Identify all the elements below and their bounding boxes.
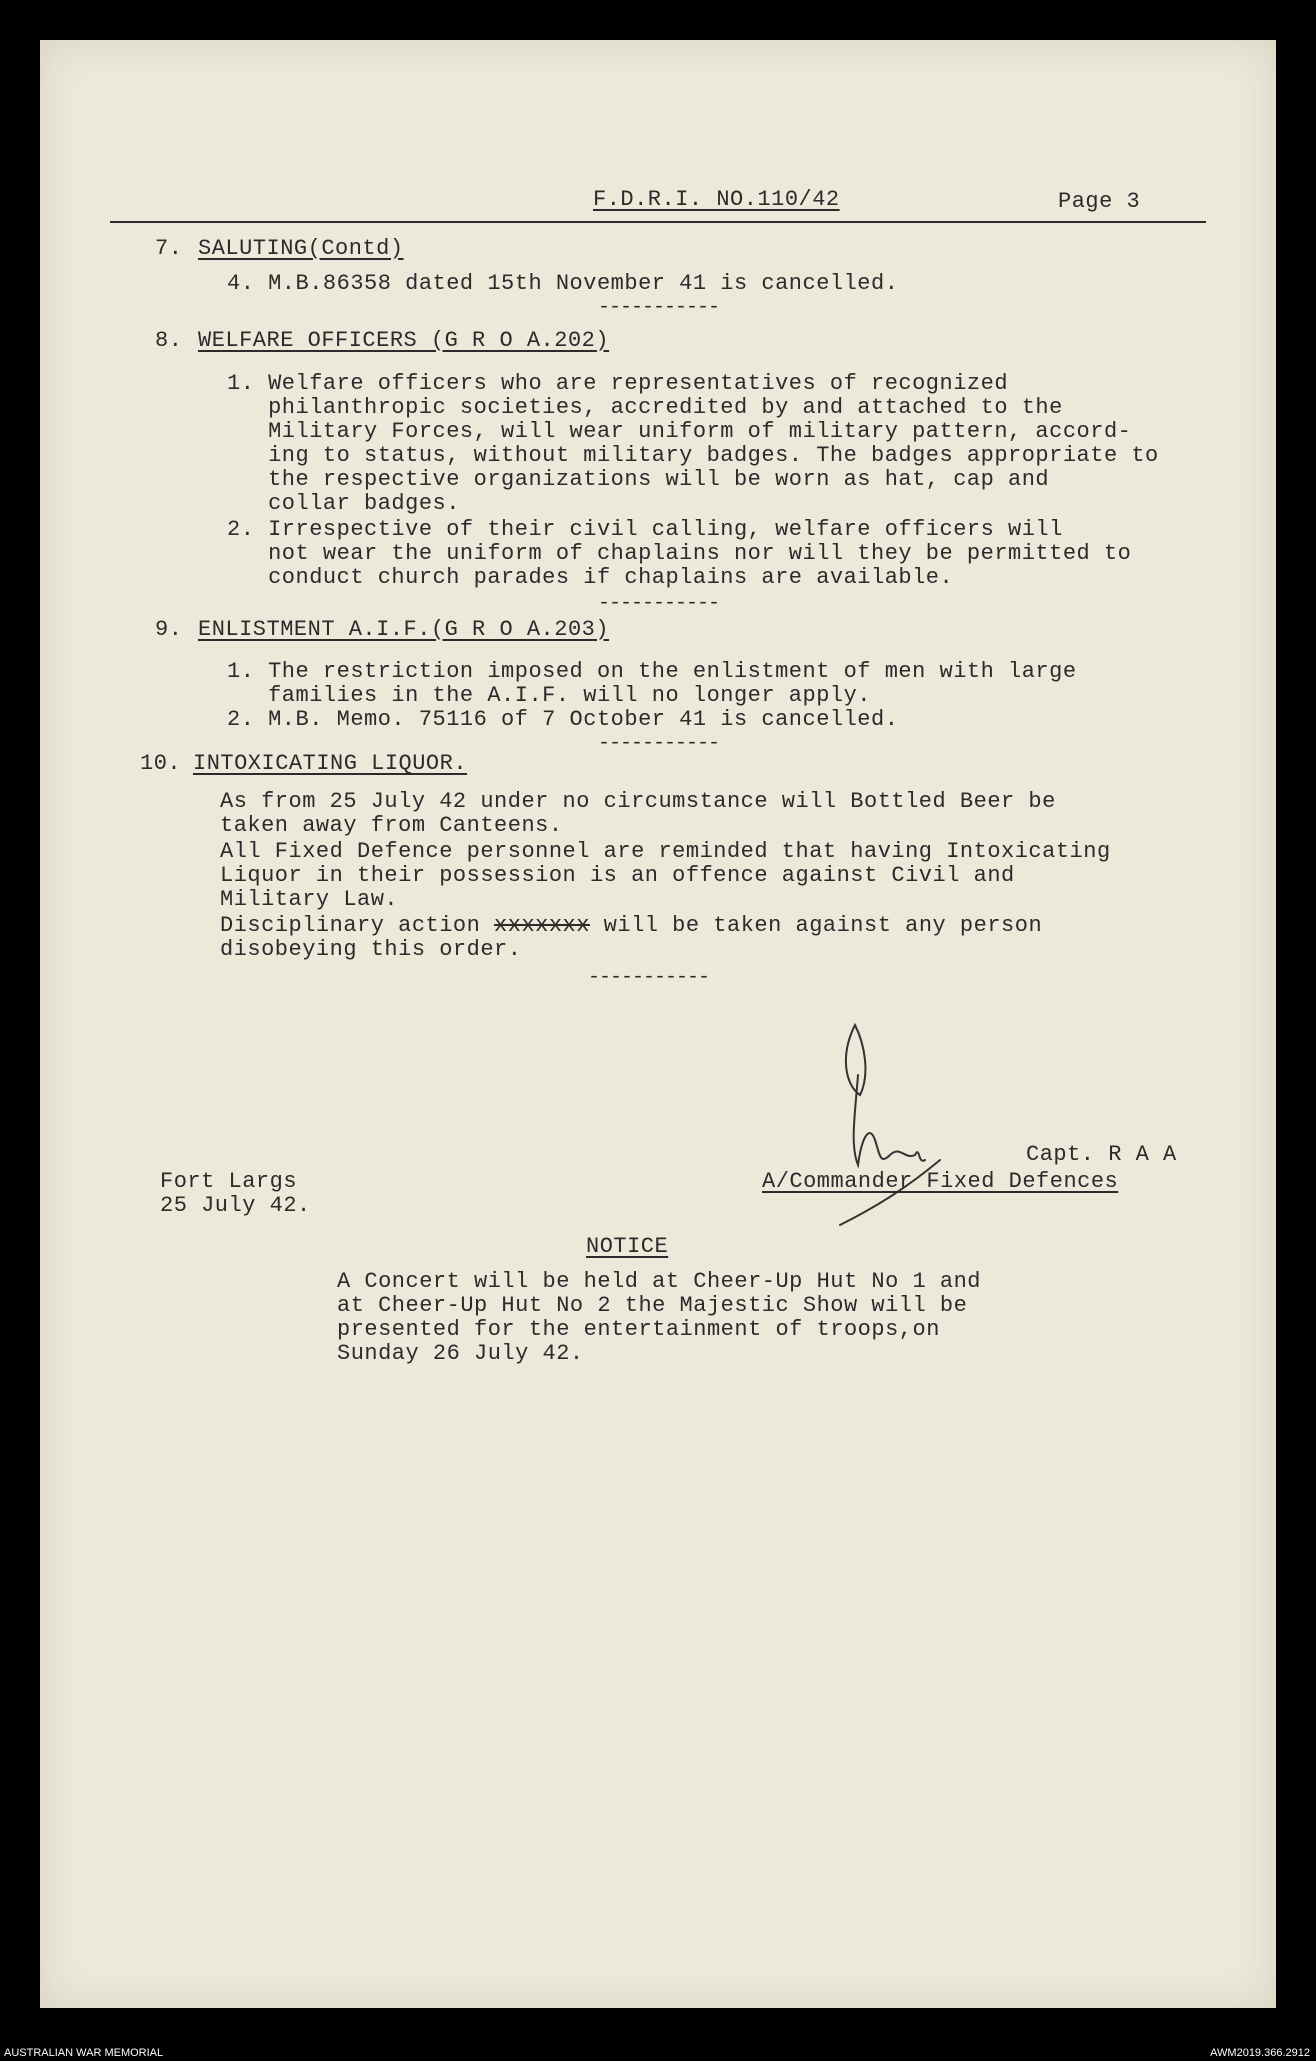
notice-line: at Cheer-Up Hut No 2 the Majestic Show will be <box>337 1293 968 1318</box>
section-8-line: 1. Welfare officers who are representatives of recognized <box>227 371 1009 396</box>
archive-credit: AUSTRALIAN WAR MEMORIAL <box>4 2047 164 2059</box>
section-8-line: the respective organizations will be worn as hat, cap and <box>227 467 1050 492</box>
place: Fort Largs <box>160 1169 298 1194</box>
section-8-line: ing to status, without military badges. The badges appropriate to <box>227 443 1159 468</box>
notice-line: Sunday 26 July 42. <box>337 1341 584 1366</box>
section-10-line: Liquor in their possession is an offence against Civil and <box>220 863 1015 888</box>
section-8-line: philanthropic societies, accredited by and attached to the <box>227 395 1063 420</box>
section-8-title: WELFARE OFFICERS (G R O A.202) <box>198 328 610 353</box>
section-9-number: 9. <box>155 617 183 642</box>
section-9-line: 1. The restriction imposed on the enlistment of men with large <box>227 659 1077 684</box>
section-9-line: 2. M.B. Memo. 75116 of 7 October 41 is cancelled. <box>227 707 899 732</box>
section-9-title: ENLISTMENT A.I.F.(G R O A.203) <box>198 617 610 642</box>
section-9-line: families in the A.I.F. will no longer apply. <box>227 683 872 708</box>
section-8-number: 8. <box>155 328 183 353</box>
section-10-title: INTOXICATING LIQUOR. <box>193 751 468 776</box>
page-number: Page 3 <box>1058 189 1141 214</box>
section-10-line-disciplinary <box>220 914 1042 938</box>
section-10-line: As from 25 July 42 under no circumstance will Bottled Beer be <box>220 789 1056 814</box>
section-10-line: All Fixed Defence personnel are reminded that having Intoxicating <box>220 839 1111 864</box>
section-10-number: 10. <box>140 751 182 776</box>
section-10-line: Disciplinary action <box>220 913 481 938</box>
section-8-line: conduct church parades if chaplains are available. <box>227 565 954 590</box>
section-10-line: taken away from Canteens. <box>220 813 563 838</box>
document-reference: F.D.R.I. NO.110/42 <box>593 187 840 212</box>
struck-text: xxxxxxx <box>494 913 590 938</box>
signature-mark <box>800 1015 1060 1235</box>
section-8-line: collar badges. <box>227 491 460 516</box>
section-8-line: Military Forces, will wear uniform of military pattern, accord- <box>227 419 1132 444</box>
section-8-line: not wear the uniform of chaplains nor will they be permitted to <box>227 541 1132 566</box>
date: 25 July 42. <box>160 1193 311 1218</box>
section-7-line: 4. M.B.86358 dated 15th November 41 is cancelled. <box>227 271 899 296</box>
section-10-line: disobeying this order. <box>220 937 522 962</box>
notice-line: presented for the entertainment of troops,on <box>337 1317 940 1342</box>
section-8-line: 2. Irrespective of their civil calling, welfare officers will <box>227 517 1063 542</box>
section-10-line: will be taken against any person <box>603 913 1043 938</box>
signatory-title: A/Commander Fixed Defences <box>762 1169 1119 1194</box>
header-rule <box>110 221 1206 223</box>
section-10-line: Military Law. <box>220 887 399 912</box>
section-7-title: SALUTING(Contd) <box>198 236 404 261</box>
notice-heading: NOTICE <box>586 1234 669 1259</box>
separator: ----------- <box>598 732 720 755</box>
separator: ----------- <box>588 966 710 989</box>
signatory-rank: Capt. R A A <box>1026 1142 1177 1167</box>
archive-id: AWM2019.366.2912 <box>1210 2047 1310 2059</box>
section-7-number: 7. <box>155 236 183 261</box>
notice-line: A Concert will be held at Cheer-Up Hut No 1 and <box>337 1269 982 1294</box>
separator: ----------- <box>598 592 720 615</box>
separator: ----------- <box>598 296 720 319</box>
document-page <box>40 40 1276 2008</box>
